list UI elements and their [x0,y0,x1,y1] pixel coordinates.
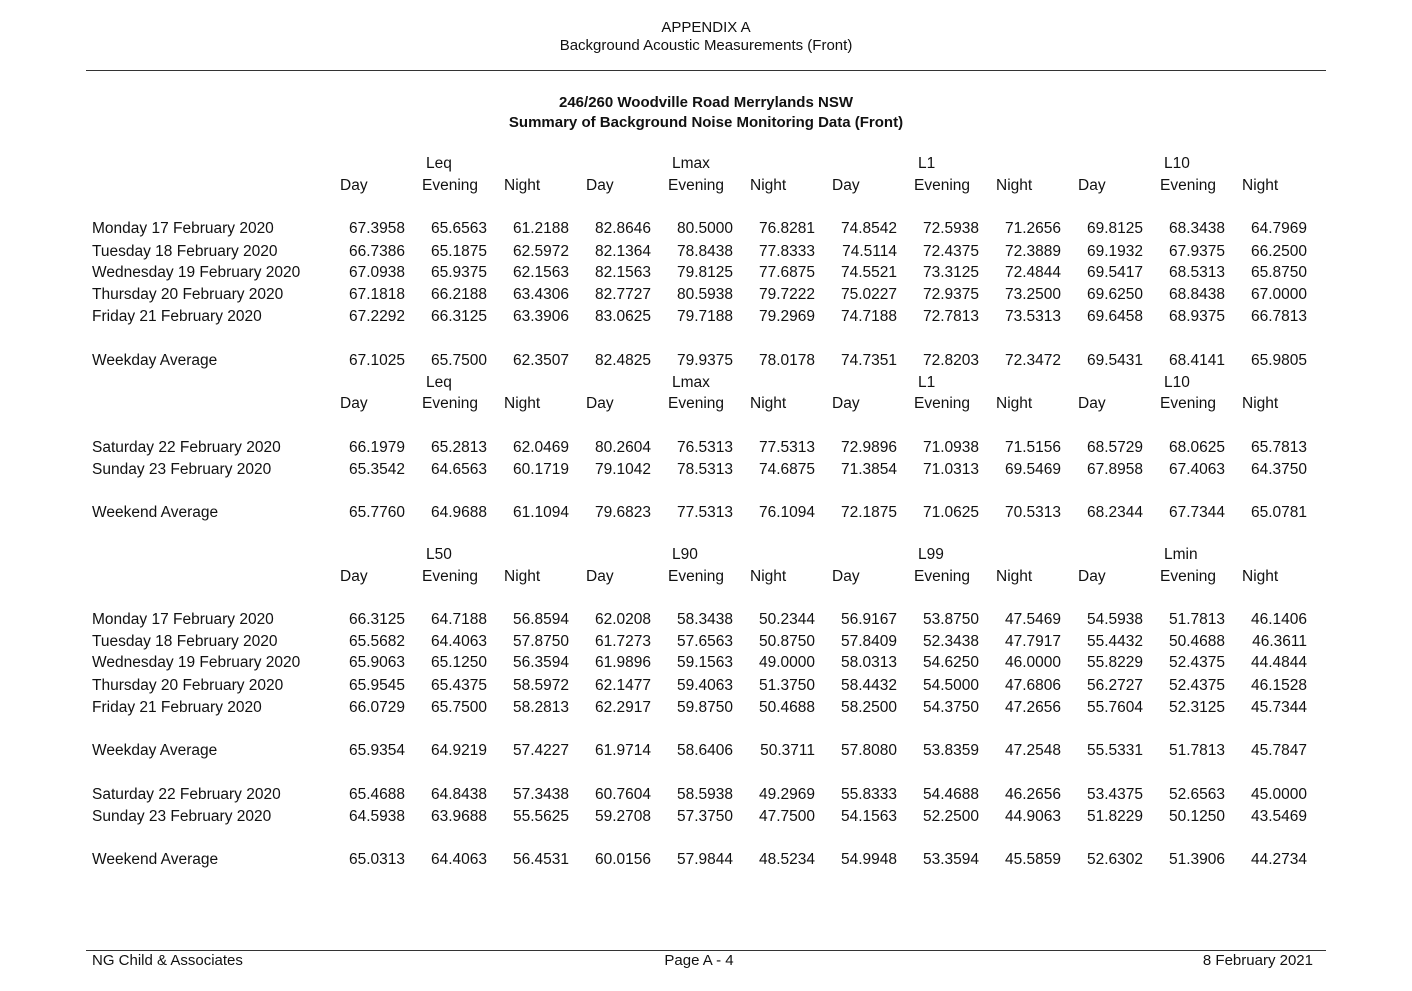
table-row-value: 45.7344 [1250,699,1307,716]
table-row-value: 65.6563 [430,220,487,237]
period-header-repeat: Evening [668,395,725,412]
weekend-average-row-value: 52.6302 [1086,851,1143,868]
table-row-value: 72.9896 [840,439,897,456]
table-row-label: Friday 21 February 2020 [92,308,262,325]
period-header: Day [832,568,860,585]
table-row-value: 58.5972 [512,677,569,694]
table-row-value: 69.1932 [1086,243,1143,260]
table-row-value: 65.9063 [348,654,405,671]
group-header: L50 [426,546,452,563]
table-row-value: 74.7188 [840,308,897,325]
table-row-value: 59.1563 [676,654,733,671]
table-row-value: 50.4688 [758,699,815,716]
weekend-average-row-label: Weekend Average [92,851,219,868]
period-header-repeat: Day [340,395,368,412]
group-header: Lmin [1164,546,1198,563]
table-row-value: 69.5469 [1004,461,1061,478]
table-row-value: 66.2188 [430,286,487,303]
weekend-average-row-value: 56.4531 [512,851,569,868]
table-row-value: 72.4844 [1004,264,1061,281]
period-header-repeat: Evening [1160,395,1217,412]
table-row-value: 54.5938 [1086,611,1143,628]
table-row-label: Monday 17 February 2020 [92,220,274,237]
weekend-average-row-value: 54.9948 [840,851,897,868]
table-row-value: 51.3750 [758,677,815,694]
table-row-value: 63.3906 [512,308,569,325]
weekend-average-row-value: 57.9844 [676,851,733,868]
table-row-value: 65.8750 [1250,264,1307,281]
table-row-value: 83.0625 [594,308,651,325]
table-row-value: 62.1563 [512,264,569,281]
group-header-repeat: L1 [918,374,936,391]
period-header-repeat: Day [586,395,614,412]
weekend-average-row-value: 70.5313 [1004,504,1061,521]
table-row-value: 62.0208 [594,611,651,628]
table-row-value: 64.6563 [430,461,487,478]
table-row-value: 52.6563 [1168,786,1225,803]
table-row-value: 58.4432 [840,677,897,694]
weekend-average-row-value: 65.7760 [348,504,405,521]
weekend-average-row-value: 79.6823 [594,504,651,521]
table-row-value: 44.4844 [1250,654,1307,671]
table-row-value: 71.3854 [840,461,897,478]
table-row-value: 71.2656 [1004,220,1061,237]
weekday-average-row-value: 55.5331 [1086,742,1143,759]
table-row-value: 58.0313 [840,654,897,671]
table-row-value: 79.8125 [676,264,733,281]
footer-page-number: Page A - 4 [664,952,734,969]
weekend-average-row-value: 65.0781 [1250,504,1307,521]
table-row-value: 79.1042 [594,461,651,478]
period-header: Evening [1160,177,1217,194]
table-row-value: 71.0938 [922,439,979,456]
table-row-value: 77.8333 [758,243,815,260]
table-row-value: 78.8438 [676,243,733,260]
period-header: Night [1242,568,1279,585]
table-row-value: 64.7969 [1250,220,1307,237]
table-row-value: 82.1364 [594,243,651,260]
weekend-average-row-value: 45.5859 [1004,851,1061,868]
period-header: Night [504,177,541,194]
weekday-average-row-value: 67.1025 [348,352,405,369]
table-row-value: 78.5313 [676,461,733,478]
table-row-value: 72.4375 [922,243,979,260]
table-row-value: 50.2344 [758,611,815,628]
table-row-value: 57.3438 [512,786,569,803]
table-row-value: 59.4063 [676,677,733,694]
period-header: Night [996,568,1033,585]
weekend-average-row-value: 77.5313 [676,504,733,521]
table-row-value: 73.2500 [1004,286,1061,303]
weekday-average-row-label: Weekday Average [92,352,218,369]
table-row-value: 68.5729 [1086,439,1143,456]
table-row-value: 62.2917 [594,699,651,716]
table-row-value: 72.9375 [922,286,979,303]
table-row-value: 79.2969 [758,308,815,325]
table-row-value: 65.4688 [348,786,405,803]
table-row-label: Thursday 20 February 2020 [92,286,284,303]
table-row-value: 66.3125 [430,308,487,325]
table-row-value: 53.4375 [1086,786,1143,803]
table-row-value: 76.8281 [758,220,815,237]
table-row-label: Friday 21 February 2020 [92,699,262,716]
table-row-value: 65.4375 [430,677,487,694]
table-row-value: 64.4063 [430,633,487,650]
table-row-value: 63.4306 [512,286,569,303]
table-row-value: 66.7813 [1250,308,1307,325]
period-header: Evening [422,177,479,194]
table-row-value: 77.6875 [758,264,815,281]
period-header: Evening [422,568,479,585]
weekday-average-row-value: 51.7813 [1168,742,1225,759]
table-row-value: 66.1979 [348,439,405,456]
period-header: Night [1242,177,1279,194]
weekday-average-row-value: 65.9354 [348,742,405,759]
table-row-value: 58.2500 [840,699,897,716]
table-row-value: 65.1250 [430,654,487,671]
table-row-value: 74.8542 [840,220,897,237]
weekday-average-row-value: 57.8080 [840,742,897,759]
weekday-average-row-value: 47.2548 [1004,742,1061,759]
table-row-value: 65.5682 [348,633,405,650]
weekday-average-row-value: 72.3472 [1004,352,1061,369]
period-header-repeat: Night [996,395,1033,412]
table-row-value: 65.7500 [430,699,487,716]
table-row-value: 67.9375 [1168,243,1225,260]
table-row-value: 69.6250 [1086,286,1143,303]
weekend-average-row-value: 51.3906 [1168,851,1225,868]
period-header-repeat: Night [504,395,541,412]
weekday-average-row-value: 50.3711 [760,742,815,759]
weekday-average-row-value: 58.6406 [676,742,733,759]
table-row-value: 79.7188 [676,308,733,325]
period-header-repeat: Day [1078,395,1106,412]
table-row-label: Sunday 23 February 2020 [92,461,272,478]
table-row-value: 74.5114 [842,243,897,260]
group-header: L90 [672,546,698,563]
table-row-value: 57.6563 [676,633,733,650]
table-row-label: Monday 17 February 2020 [92,611,274,628]
weekday-average-row-value: 82.4825 [594,352,651,369]
table-row-value: 52.3438 [922,633,979,650]
table-row-value: 49.2969 [758,786,815,803]
table-row-value: 67.3958 [348,220,405,237]
table-row-value: 55.8229 [1086,654,1143,671]
weekday-average-row-label: Weekday Average [92,742,218,759]
weekend-average-row-value: 61.1094 [512,504,569,521]
weekday-average-row-value: 61.9714 [594,742,651,759]
table-row-value: 60.1719 [512,461,569,478]
table-row-value: 73.3125 [922,264,979,281]
table-row-value: 80.5000 [676,220,733,237]
table-row-value: 46.0000 [1004,654,1061,671]
table-row-value: 68.8438 [1168,286,1225,303]
table-row-value: 68.3438 [1168,220,1225,237]
table-row-value: 71.0313 [922,461,979,478]
table-row-value: 69.5417 [1086,264,1143,281]
table-row-value: 62.1477 [594,677,651,694]
table-row-value: 66.3125 [348,611,405,628]
table-row-value: 57.8409 [840,633,897,650]
table-row-value: 50.8750 [758,633,815,650]
table-row-value: 72.7813 [922,308,979,325]
table-row-value: 67.1818 [348,286,405,303]
footer-company: NG Child & Associates [92,952,243,969]
table-row-value: 69.8125 [1086,220,1143,237]
weekend-average-row-value: 53.3594 [922,851,979,868]
table-row-value: 45.0000 [1250,786,1307,803]
table-row-value: 54.1563 [840,808,897,825]
table-row-value: 64.7188 [430,611,487,628]
table-row-value: 55.5625 [512,808,569,825]
table-row-value: 51.8229 [1086,808,1143,825]
table-row-value: 61.7273 [594,633,651,650]
weekend-average-row-value: 71.0625 [922,504,979,521]
weekday-average-row-value: 72.8203 [922,352,979,369]
table-row-value: 56.2727 [1086,677,1143,694]
table-row-value: 62.5972 [512,243,569,260]
table-row-value: 58.3438 [676,611,733,628]
weekday-average-row-value: 57.4227 [512,742,569,759]
table-row-value: 68.5313 [1168,264,1225,281]
table-row-value: 46.1528 [1250,677,1307,694]
table-row-value: 52.4375 [1168,677,1225,694]
table-row-value: 67.4063 [1168,461,1225,478]
table-row-value: 63.9688 [430,808,487,825]
table-row-label: Saturday 22 February 2020 [92,786,281,803]
appendix-label: APPENDIX A [661,19,751,36]
table-row-value: 82.8646 [594,220,651,237]
table-row-value: 80.2604 [594,439,651,456]
period-header: Evening [914,177,971,194]
table-row-label: Tuesday 18 February 2020 [92,243,278,260]
footer-divider [86,950,1326,951]
table-row-value: 50.4688 [1168,633,1225,650]
period-header: Day [832,177,860,194]
period-header-repeat: Day [832,395,860,412]
table-row-value: 58.2813 [512,699,569,716]
table-row-value: 61.2188 [512,220,569,237]
table-row-value: 49.0000 [758,654,815,671]
table-row-value: 64.3750 [1250,461,1307,478]
table-row-label: Saturday 22 February 2020 [92,439,281,456]
weekday-average-row-value: 74.7351 [840,352,897,369]
table-row-value: 64.5938 [348,808,405,825]
weekend-average-row-value: 68.2344 [1086,504,1143,521]
group-header: Leq [426,155,452,172]
table-row-value: 47.7917 [1004,633,1061,650]
group-header-repeat: Lmax [672,374,710,391]
table-row-value: 65.7813 [1250,439,1307,456]
header-divider [86,70,1326,71]
table-row-value: 82.1563 [594,264,651,281]
table-row-value: 72.3889 [1004,243,1061,260]
table-row-value: 50.1250 [1168,808,1225,825]
period-header-repeat: Evening [914,395,971,412]
table-row-value: 59.2708 [594,808,651,825]
table-row-value: 47.2656 [1004,699,1061,716]
weekday-average-row-value: 69.5431 [1086,352,1143,369]
table-row-value: 54.5000 [922,677,979,694]
weekend-average-row-value: 48.5234 [758,851,815,868]
table-row-value: 47.6806 [1004,677,1061,694]
period-header-repeat: Evening [422,395,479,412]
table-row-label: Wednesday 19 February 2020 [92,654,301,671]
weekday-average-row-value: 68.4141 [1168,352,1225,369]
weekend-average-row-value: 65.0313 [348,851,405,868]
table-row-value: 75.0227 [840,286,897,303]
period-header: Day [340,177,368,194]
group-header: L1 [918,155,936,172]
group-header-repeat: Leq [426,374,452,391]
weekend-average-row-value: 72.1875 [840,504,897,521]
period-header: Night [996,177,1033,194]
table-row-value: 67.0938 [348,264,405,281]
table-row-value: 72.5938 [922,220,979,237]
table-row-value: 65.2813 [430,439,487,456]
table-row-value: 46.3611 [1252,633,1307,650]
table-row-value: 76.5313 [676,439,733,456]
period-header: Night [750,568,787,585]
period-header: Day [1078,568,1106,585]
table-row-value: 52.2500 [922,808,979,825]
table-row-value: 66.7386 [348,243,405,260]
table-row-value: 65.3542 [348,461,405,478]
group-header: Lmax [672,155,710,172]
weekday-average-row-value: 62.3507 [512,352,569,369]
weekend-average-row-value: 44.2734 [1250,851,1307,868]
table-row-value: 51.7813 [1168,611,1225,628]
table-row-value: 82.7727 [594,286,651,303]
weekday-average-row-value: 78.0178 [758,352,815,369]
period-header-repeat: Night [750,395,787,412]
table-row-value: 43.5469 [1250,808,1307,825]
table-row-value: 67.0000 [1250,286,1307,303]
table-row-value: 44.9063 [1004,808,1061,825]
table-row-value: 60.7604 [594,786,651,803]
table-row-value: 65.1875 [430,243,487,260]
weekday-average-row-value: 65.7500 [430,352,487,369]
period-header-repeat: Night [1242,395,1279,412]
group-header: L10 [1164,155,1190,172]
period-header: Day [586,177,614,194]
weekend-average-row-value: 76.1094 [758,504,815,521]
table-row-value: 66.2500 [1250,243,1307,260]
table-row-label: Sunday 23 February 2020 [92,808,272,825]
footer-date: 8 February 2021 [1202,952,1313,969]
table-row-value: 52.3125 [1168,699,1225,716]
table-row-value: 56.9167 [840,611,897,628]
period-header: Evening [914,568,971,585]
table-row-value: 54.4688 [922,786,979,803]
table-row-value: 47.5469 [1004,611,1061,628]
summary-title: Summary of Background Noise Monitoring Data (Front) [508,114,904,131]
table-row-value: 46.2656 [1004,786,1061,803]
table-row-value: 59.8750 [676,699,733,716]
period-header: Evening [668,568,725,585]
weekend-average-row-value: 60.0156 [594,851,651,868]
period-header: Evening [1160,568,1217,585]
weekend-average-row-value: 64.9688 [430,504,487,521]
table-row-value: 54.3750 [922,699,979,716]
period-header: Day [1078,177,1106,194]
weekend-average-row-value: 64.4063 [430,851,487,868]
table-row-label: Wednesday 19 February 2020 [92,264,301,281]
period-header: Day [586,568,614,585]
appendix-subtitle: Background Acoustic Measurements (Front) [559,37,853,54]
table-row-label: Thursday 20 February 2020 [92,677,284,694]
weekday-average-row-value: 45.7847 [1250,742,1307,759]
weekday-average-row-value: 79.9375 [676,352,733,369]
period-header: Night [750,177,787,194]
weekend-average-row-value: 67.7344 [1168,504,1225,521]
table-row-label: Tuesday 18 February 2020 [92,633,278,650]
table-row-value: 66.0729 [348,699,405,716]
table-row-value: 74.6875 [758,461,815,478]
table-row-value: 77.5313 [758,439,815,456]
table-row-value: 57.3750 [676,808,733,825]
table-row-value: 73.5313 [1004,308,1061,325]
table-row-value: 61.9896 [594,654,651,671]
table-row-value: 67.2292 [348,308,405,325]
weekend-average-row-label: Weekend Average [92,504,219,521]
group-header: L99 [918,546,944,563]
table-row-value: 65.9375 [430,264,487,281]
table-row-value: 55.7604 [1086,699,1143,716]
period-header: Night [504,568,541,585]
table-row-value: 56.8594 [512,611,569,628]
table-row-value: 80.5938 [676,286,733,303]
weekday-average-row-value: 53.8359 [922,742,979,759]
weekday-average-row-value: 65.9805 [1250,352,1307,369]
table-row-value: 64.8438 [430,786,487,803]
table-row-value: 47.7500 [758,808,815,825]
site-title: 246/260 Woodville Road Merrylands NSW [559,94,853,111]
table-row-value: 69.6458 [1086,308,1143,325]
table-row-value: 71.5156 [1004,439,1061,456]
table-row-value: 58.5938 [676,786,733,803]
table-row-value: 56.3594 [512,654,569,671]
period-header: Evening [668,177,725,194]
table-row-value: 67.8958 [1086,461,1143,478]
period-header: Day [340,568,368,585]
group-header-repeat: L10 [1164,374,1190,391]
table-row-value: 74.5521 [840,264,897,281]
weekday-average-row-value: 64.9219 [430,742,487,759]
table-row-value: 53.8750 [922,611,979,628]
table-row-value: 79.7222 [758,286,815,303]
table-row-value: 57.8750 [512,633,569,650]
table-row-value: 68.9375 [1168,308,1225,325]
table-row-value: 62.0469 [512,439,569,456]
table-row-value: 55.8333 [840,786,897,803]
table-row-value: 54.6250 [922,654,979,671]
table-row-value: 52.4375 [1168,654,1225,671]
table-row-value: 68.0625 [1168,439,1225,456]
table-row-value: 46.1406 [1250,611,1307,628]
table-row-value: 65.9545 [348,677,405,694]
table-row-value: 55.4432 [1086,633,1143,650]
